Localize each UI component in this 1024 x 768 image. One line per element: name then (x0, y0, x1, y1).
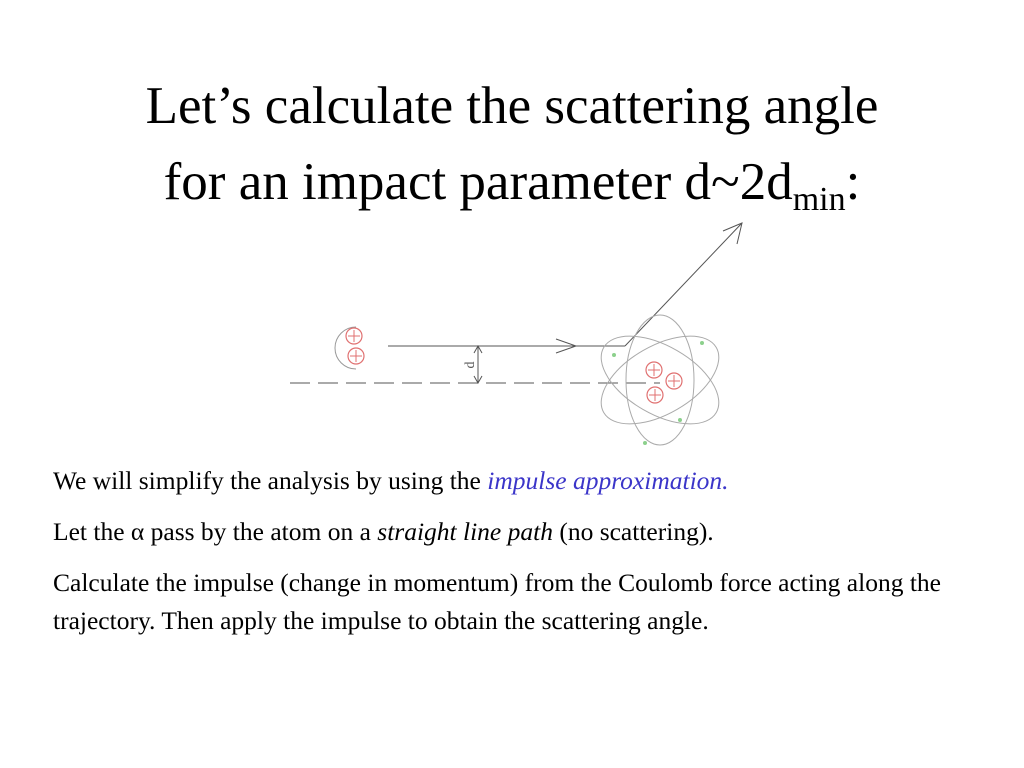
electron-orbit-3 (626, 315, 694, 445)
paragraph-calculate: Calculate the impulse (change in momentum) from the Coulomb force acting along the trajectory. Then apply the impulse to obtain the scattering angle. (53, 568, 941, 635)
title-colon: : (845, 153, 861, 211)
title-line-2: for an impact parameter d~2d (163, 153, 793, 211)
slide-title (0, 68, 1024, 220)
alpha-particle (335, 327, 364, 369)
paragraph-2-text-c: (no scattering). (552, 517, 714, 546)
electron (612, 353, 616, 357)
straight-line-path-term: straight line path (377, 517, 553, 546)
electron (700, 341, 704, 345)
paragraph-2-text-a: Let the (53, 517, 131, 546)
impact-parameter-label: d (463, 361, 478, 369)
electron-orbit-2 (587, 318, 734, 442)
electron-orbit-1 (587, 318, 734, 442)
paragraph-2-text-b: pass by the atom on a (144, 517, 378, 546)
slide-body (53, 462, 983, 653)
impulse-approximation-term: impulse approximation. (487, 466, 729, 495)
title-subscript: min (792, 180, 846, 218)
scattering-diagram (280, 215, 760, 455)
atom (587, 315, 734, 445)
paragraph-straight-line (53, 513, 983, 551)
alpha-symbol: α (130, 517, 145, 546)
nucleus (646, 362, 682, 403)
title-line-1: Let’s calculate the scattering angle (145, 77, 879, 135)
electron (643, 441, 647, 445)
scattered-trajectory (625, 223, 742, 346)
electron (678, 418, 682, 422)
paragraph-impulse (53, 462, 983, 500)
paragraph-1-text: We will simplify the analysis by using the (53, 466, 488, 495)
impact-parameter-marker (463, 346, 482, 383)
